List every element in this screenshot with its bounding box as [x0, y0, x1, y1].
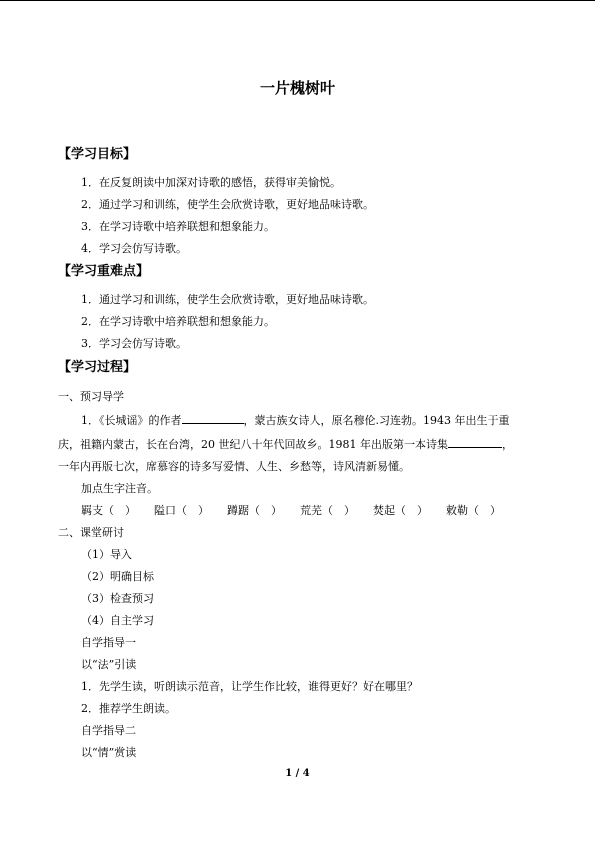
top-border-line [0, 0, 595, 1]
pinyin-intro: 加点生字注音。 [81, 482, 158, 495]
section-heading-goals: 【学习目标】 [58, 147, 137, 162]
part1-title: 一、预习导学 [58, 390, 124, 403]
step-1: （1）导入 [81, 548, 132, 561]
key-point-1: 1．通过学习和训练，使学生会欣赏诗歌，更好地品味诗歌。 [81, 293, 374, 306]
question-1-text-b: ，蒙古族女诗人，原名穆伦.习连勃。1943 年出生于重 [243, 414, 510, 427]
guide-1-subheading: 以“法”引读 [81, 658, 137, 671]
pinyin-item-4: 荒芜（ ） [300, 504, 355, 517]
question-1-text-a: 1．《长城谣》的作者 [81, 414, 182, 427]
author-blank [182, 413, 244, 424]
question-1-line-3: 一年内再版七次，席慕容的诗多写爱情、人生、乡愁等，诗风清新易懂。 [58, 460, 410, 473]
goal-item-2: 2．通过学习和训练，使学生会欣赏诗歌，更好地品味诗歌。 [81, 198, 374, 211]
pinyin-item-6: 敕勒（ ） [446, 504, 501, 517]
step-3: （3）检查预习 [81, 592, 154, 605]
guide-1-item-2: 2．推荐学生朗读。 [81, 702, 176, 715]
question-1-line-2 [58, 437, 513, 452]
guide-2-heading: 自学指导二 [81, 724, 136, 737]
guide-2-subheading: 以“情”赏读 [81, 746, 137, 759]
section-heading-key-points: 【学习重难点】 [58, 264, 150, 279]
guide-1-heading: 自学指导一 [81, 636, 136, 649]
goal-item-3: 3．在学习诗歌中培养联想和想象能力。 [81, 220, 275, 233]
pinyin-item-3: 蹲踞（ ） [227, 504, 282, 517]
goal-item-4: 4．学习会仿写诗歌。 [81, 242, 187, 255]
step-2: （2）明确目标 [81, 570, 154, 583]
poetry-collection-blank [448, 437, 502, 448]
pinyin-item-2: 隘口（ ） [154, 504, 209, 517]
guide-1-item-1: 1．先学生读，听朗读示范音，让学生作比较，谁得更好？好在哪里？ [81, 680, 418, 693]
page-title: 一片槐树叶 [259, 79, 335, 97]
section-heading-process: 【学习过程】 [58, 360, 137, 375]
pinyin-item-1: 羁支（ ） [81, 504, 136, 517]
question-1-text-d: ， [501, 438, 513, 451]
question-1-text-c: 庆，祖籍内蒙古，长在台湾，20 世纪八十年代回故乡。1981 年出版第一本诗集 [58, 438, 448, 451]
goal-item-1: 1．在反复朗读中加深对诗歌的感悟，获得审美愉悦。 [81, 176, 341, 189]
pinyin-item-5: 焚起（ ） [373, 504, 428, 517]
pinyin-items-row [81, 504, 519, 518]
page-number: 1 / 4 [285, 768, 310, 779]
question-1-line-1 [81, 413, 510, 428]
part2-title: 二、课堂研讨 [58, 526, 124, 539]
key-point-3: 3．学习会仿写诗歌。 [81, 337, 187, 350]
key-point-2: 2．在学习诗歌中培养联想和想象能力。 [81, 315, 275, 328]
step-4: （4）自主学习 [81, 614, 154, 627]
